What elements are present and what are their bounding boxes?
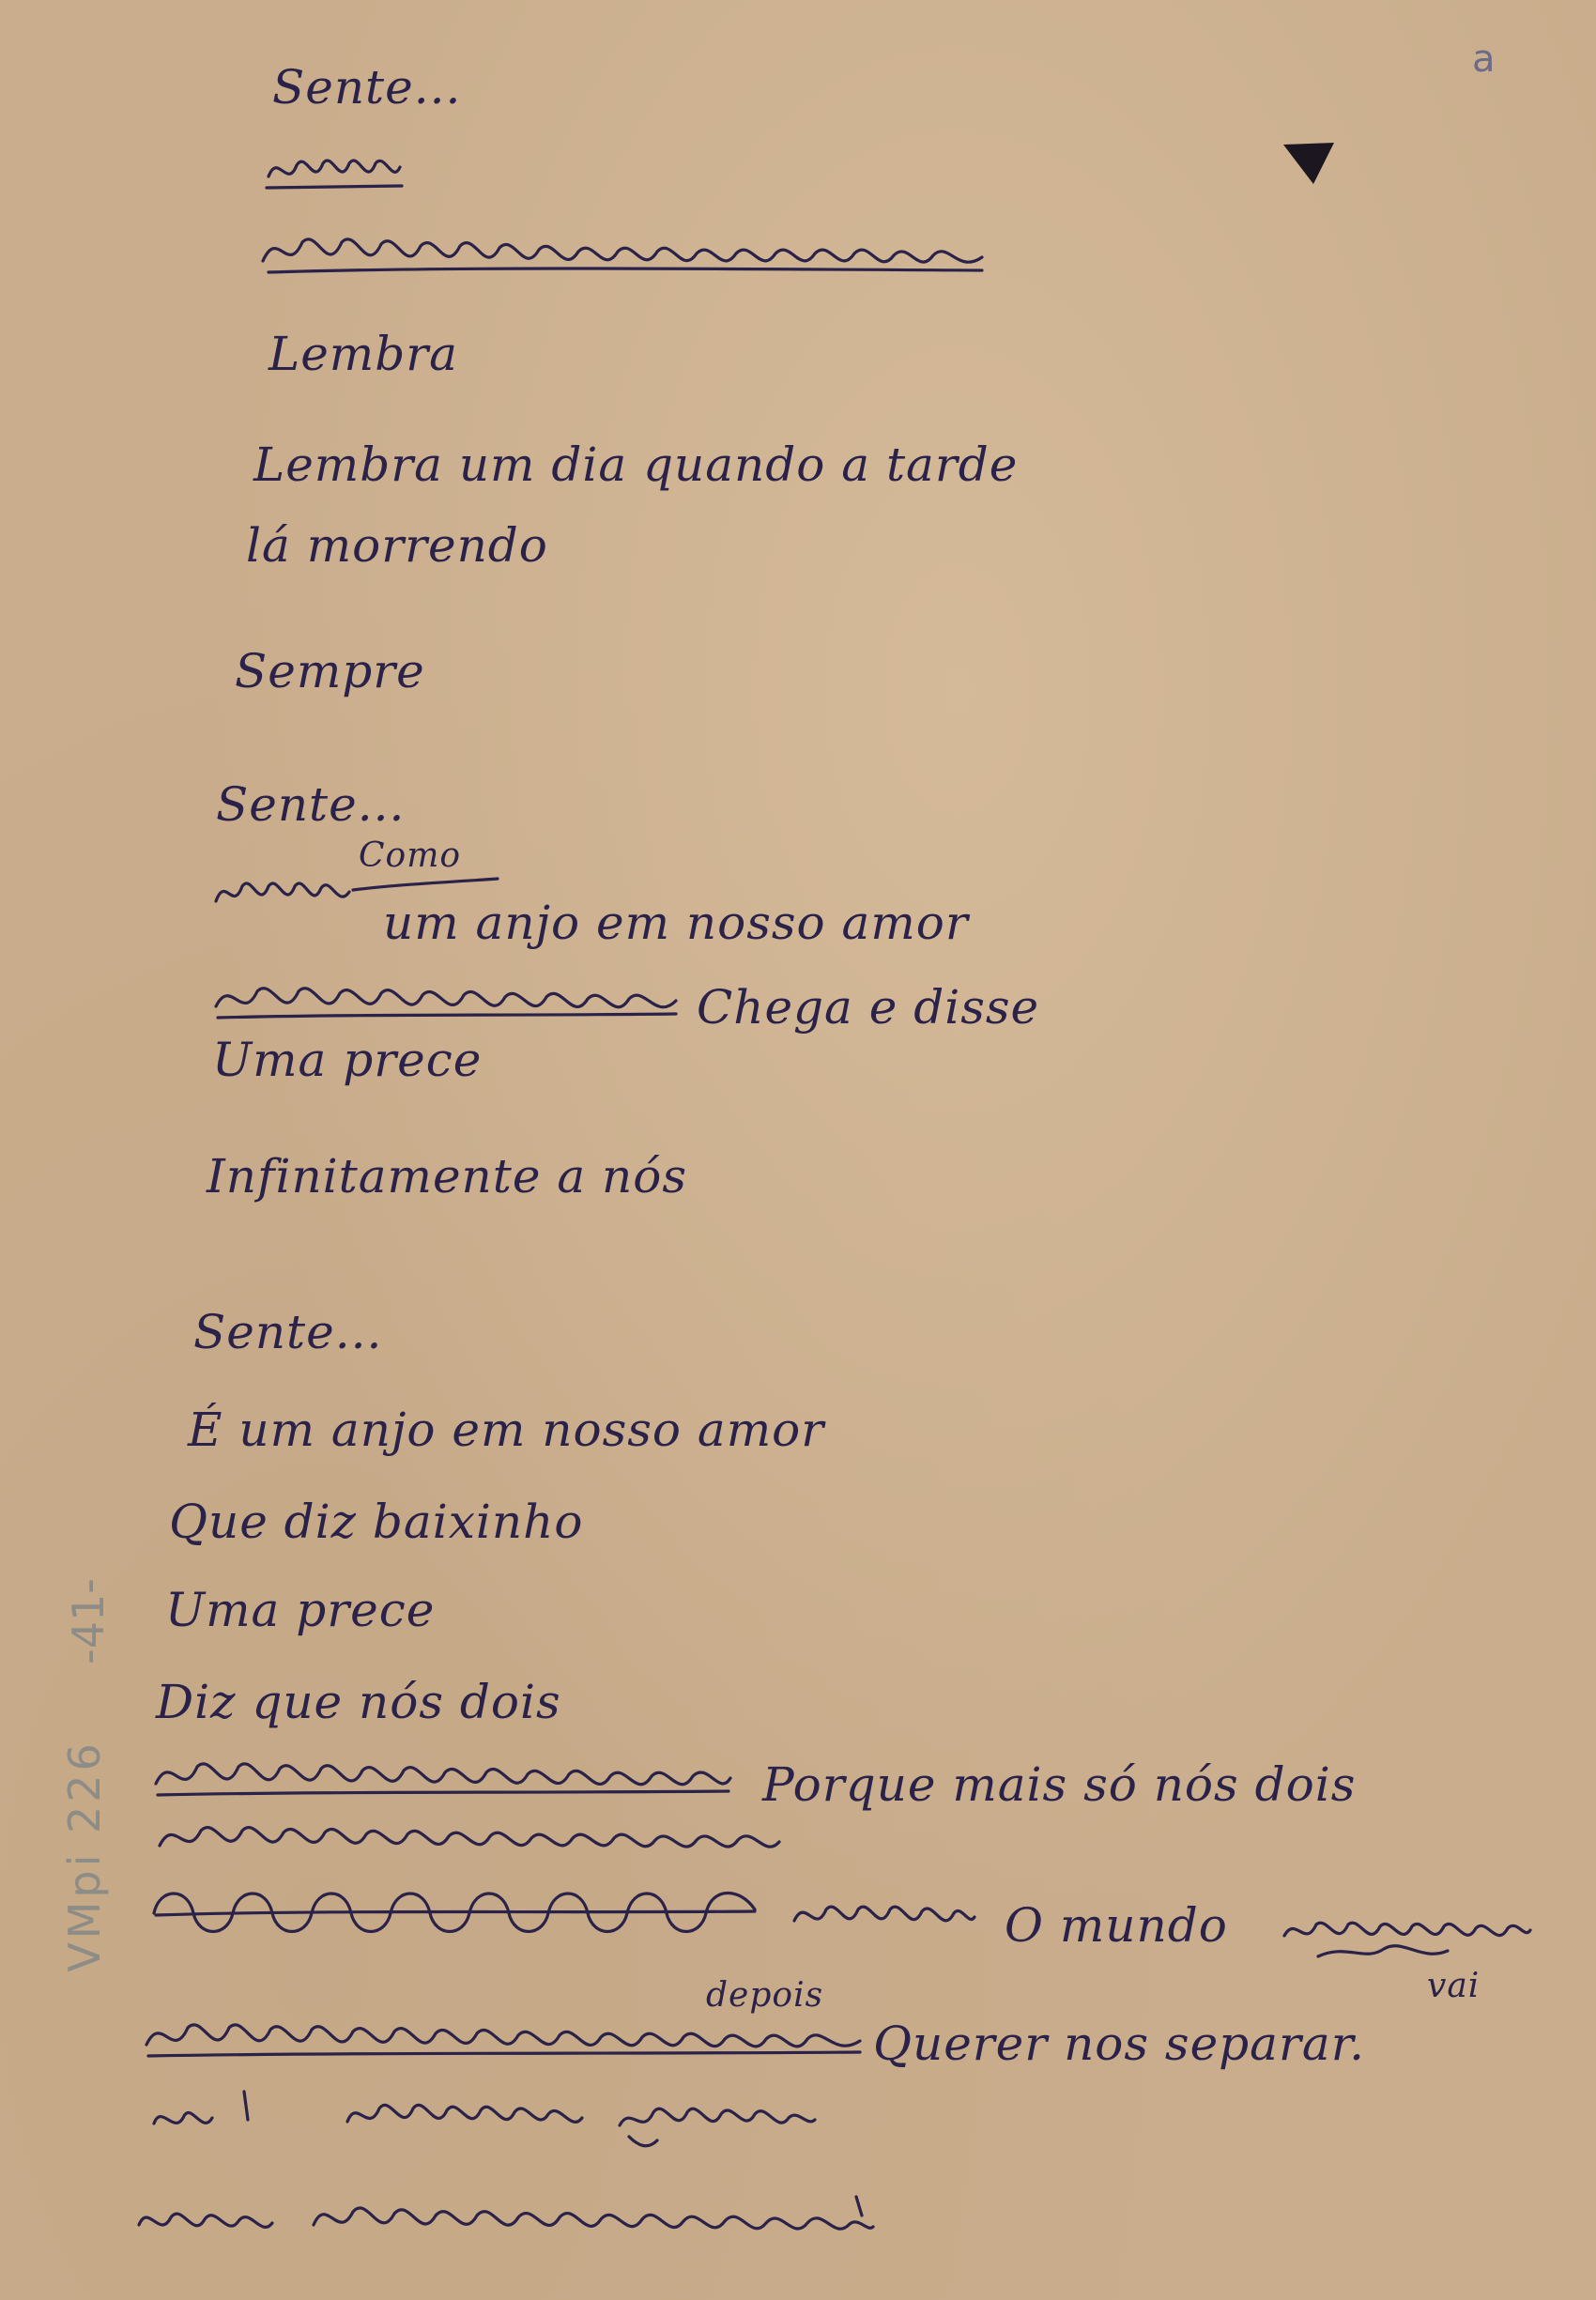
line-lembra: Lembra xyxy=(269,327,458,381)
crossed-out-word xyxy=(1281,1911,1534,1964)
line-porque-mais: Porque mais só nós dois xyxy=(762,1757,1357,1812)
line-infinitamente: Infinitamente a nós xyxy=(207,1149,687,1204)
insertion-depois: depois xyxy=(706,1976,824,2015)
line-um-anjo: um anjo em nosso amor xyxy=(383,896,969,950)
line-querer-nos-separar: Querer nos separar. xyxy=(873,2016,1366,2071)
line-la-morrendo: lá morrendo xyxy=(246,518,548,573)
line-lembra-um-dia: Lembra um dia quando a tarde xyxy=(253,437,1019,492)
ink-blot xyxy=(1281,141,1338,188)
crossed-out-line xyxy=(135,2184,933,2251)
crossed-out-line xyxy=(150,1881,760,1941)
crossed-out-word xyxy=(790,1893,978,1940)
line-chega-e-disse: Chega e disse xyxy=(697,980,1040,1035)
crossed-out-phrase xyxy=(212,973,682,1027)
line-e-um-anjo: É um anjo em nosso amor xyxy=(188,1403,825,1457)
crossed-out-phrase xyxy=(152,1748,734,1804)
line-uma-prece-2: Uma prece xyxy=(165,1583,436,1637)
crossed-out-word xyxy=(212,871,353,918)
insertion-underline xyxy=(351,877,501,896)
archive-code: VMpi 226 xyxy=(59,1740,110,1972)
line-sente-3: Sente... xyxy=(193,1305,383,1359)
crossed-out-line xyxy=(259,223,991,282)
line-sente-1: Sente... xyxy=(272,60,462,115)
line-uma-prece-1: Uma prece xyxy=(212,1033,483,1087)
insertion-vai: vai xyxy=(1427,1967,1481,2005)
crossed-out-word xyxy=(265,148,406,195)
crossed-out-line xyxy=(150,2080,864,2152)
line-sempre: Sempre xyxy=(235,644,425,698)
line-diz-que-nos-dois: Diz que nós dois xyxy=(156,1675,561,1729)
insertion-como: Como xyxy=(359,836,462,875)
line-o-mundo: O mundo xyxy=(1005,1898,1228,1953)
corner-mark: a xyxy=(1472,38,1496,81)
page-number: -41- xyxy=(63,1578,114,1664)
line-sente-2: Sente... xyxy=(216,777,406,832)
crossed-out-line xyxy=(156,1810,785,1866)
crossed-out-phrase xyxy=(143,2009,866,2067)
line-que-diz-baixinho: Que diz baixinho xyxy=(169,1495,584,1549)
